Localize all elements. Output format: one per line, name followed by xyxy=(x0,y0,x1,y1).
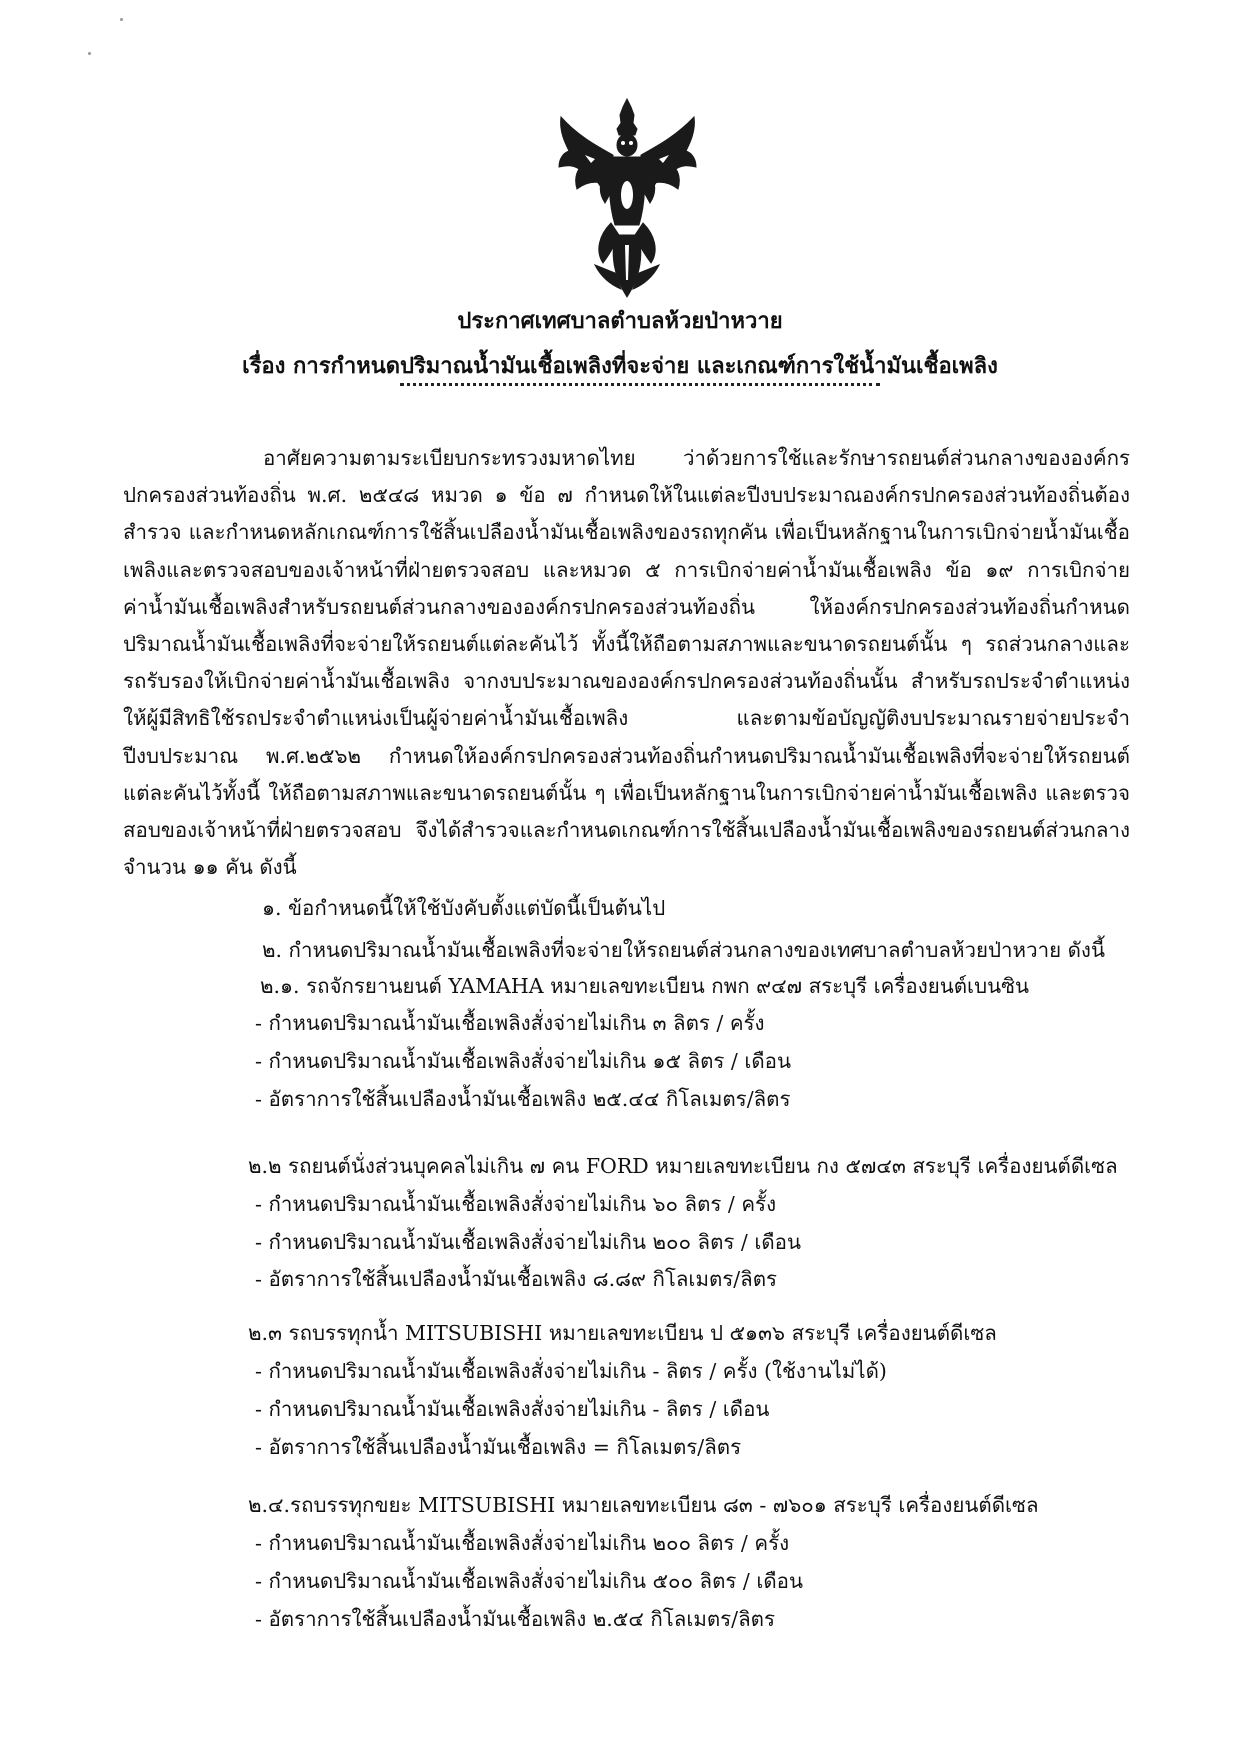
vehicle-item: - กำหนดปริมาณน้ำมันเชื้อเพลิงสั่งจ่ายไม่เกิน - ลิตร / ครั้ง (ใช้งานไม่ได้) xyxy=(255,1359,887,1383)
scan-speck xyxy=(120,18,123,21)
vehicle-heading: ๒.๓ รถบรรทุกน้ำ MITSUBISHI หมายเลขทะเบียน ป ๕๑๓๖ สระบุรี เครื่องยนต์ดีเซล xyxy=(248,1321,997,1345)
scan-speck xyxy=(88,52,91,55)
vehicle-item: - กำหนดปริมาณน้ำมันเชื้อเพลิงสั่งจ่ายไม่เกิน - ลิตร / เดือน xyxy=(255,1397,770,1421)
vehicle-item: - อัตราการใช้สิ้นเปลืองน้ำมันเชื้อเพลิง ๘.๘๙ กิโลเมตร/ลิตร xyxy=(255,1267,778,1291)
vehicle-heading: ๒.๔.รถบรรทุกขยะ MITSUBISHI หมายเลขทะเบียน ๘๓ - ๗๖๐๑ สระบุรี เครื่องยนต์ดีเซล xyxy=(248,1493,1039,1517)
vehicle-item: - กำหนดปริมาณน้ำมันเชื้อเพลิงสั่งจ่ายไม่เกิน ๒๐๐ ลิตร / ครั้ง xyxy=(255,1531,790,1555)
document-subject: เรื่อง การกำหนดปริมาณน้ำมันเชื้อเพลิงที่จะจ่าย และเกณฑ์การใช้น้ำมันเชื้อเพลิง xyxy=(242,353,998,379)
clause-1: ๑. ข้อกำหนดนี้ให้ใช้บังคับตั้งแต่บัดนี้เป็นต้นไป xyxy=(262,896,666,920)
title-divider xyxy=(400,383,880,386)
vehicle-item: - อัตราการใช้สิ้นเปลืองน้ำมันเชื้อเพลิง = กิโลเมตร/ลิตร xyxy=(255,1435,742,1459)
intro-paragraph: อาศัยความตามระเบียบกระทรวงมหาดไทย ว่าด้วยการใช้และรักษารถยนต์ส่วนกลางขององค์กรปกครองส่วนท้องถิ่น พ.ศ. ๒๕๔๘ หมวด ๑ ข้อ ๗ กำหนดให้ในแต่ละปีงบประมาณองค์กรปกครองส่วนท้องถิ่นต้องสำรวจ และกำหนดหลักเกณฑ์การใช้สิ้นเปลืองน้ำมันเชื้อเพลิงของรถทุกคัน เพื่อเป็นหลักฐานในการเบิกจ่ายน้ำมันเชื้อเพลิงและตรวจสอบของเจ้าหน้าที่ฝ่ายตรวจสอบ และหมวด ๕ การเบิกจ่ายค่าน้ำมันเชื้อเพลิง ข้อ ๑๙ การเบิกจ่ายค่าน้ำมันเชื้อเพลิงสำหรับรถยนต์ส่วนกลางขององค์กรปกครองส่วนท้องถิ่น ให้องค์กรปกครองส่วนท้องถิ่นกำหนดปริมาณน้ำมันเชื้อเพลิงที่จะจ่ายให้รถยนต์แต่ละคันไว้ ทั้งนี้ให้ถือตามสภาพและขนาดรถยนต์นั้น ๆ รถส่วนกลางและรถรับรองให้เบิกจ่ายค่าน้ำมันเชื้อเพลิง จากงบประมาณขององค์กรปกครองส่วนท้องถิ่นนั้น สำหรับรถประจำตำแหน่ง ให้ผู้มีสิทธิใช้รถประจำตำแหน่งเป็นผู้จ่ายค่าน้ำมันเชื้อเพลิง และตามข้อบัญญัติงบประมาณรายจ่ายประจำปีงบประมาณ พ.ศ.๒๕๖๒ กำหนดให้องค์กรปกครองส่วนท้องถิ่นกำหนดปริมาณน้ำมันเชื้อเพลิงที่จะจ่ายให้รถยนต์แต่ละคันไว้ทั้งนี้ ให้ถือตามสภาพและขนาดรถยนต์นั้น ๆ เพื่อเป็นหลักฐานในการเบิกจ่ายค่าน้ำมันเชื้อเพลิง และตรวจสอบของเจ้าหน้าที่ฝ่ายตรวจสอบ จึงได้สำรวจและกำหนดเกณฑ์การใช้สิ้นเปลืองน้ำมันเชื้อเพลิงของรถยนต์ส่วนกลาง จำนวน ๑๑ คัน ดังนี้ xyxy=(123,446,1130,880)
garuda-emblem-icon xyxy=(555,95,700,305)
vehicle-item: - อัตราการใช้สิ้นเปลืองน้ำมันเชื้อเพลิง ๒.๕๔ กิโลเมตร/ลิตร xyxy=(255,1607,775,1631)
clause-2: ๒. กำหนดปริมาณน้ำมันเชื้อเพลิงที่จะจ่ายให้รถยนต์ส่วนกลางของเทศบาลตำบลห้วยป่าหวาย ดังนี้ xyxy=(262,938,1105,962)
vehicle-item: - กำหนดปริมาณน้ำมันเชื้อเพลิงสั่งจ่ายไม่เกิน ๖๐ ลิตร / ครั้ง xyxy=(255,1192,777,1216)
vehicle-item: - กำหนดปริมาณน้ำมันเชื้อเพลิงสั่งจ่ายไม่เกิน ๑๕ ลิตร / เดือน xyxy=(255,1049,791,1073)
document-title: ประกาศเทศบาลตำบลห้วยป่าหวาย xyxy=(457,308,783,334)
vehicle-heading: ๒.๒ รถยนต์นั่งส่วนบุคคลไม่เกิน ๗ คน FORD หมายเลขทะเบียน กง ๕๗๔๓ สระบุรี เครื่องยนต์ดีเซล xyxy=(248,1154,1118,1178)
vehicle-item: - กำหนดปริมาณน้ำมันเชื้อเพลิงสั่งจ่ายไม่เกิน ๒๐๐ ลิตร / เดือน xyxy=(255,1230,802,1254)
vehicle-item: - กำหนดปริมาณน้ำมันเชื้อเพลิงสั่งจ่ายไม่เกิน ๓ ลิตร / ครั้ง xyxy=(255,1011,765,1035)
vehicle-heading: ๒.๑. รถจักรยานยนต์ YAMAHA หมายเลขทะเบียน กพก ๙๔๗ สระบุรี เครื่องยนต์เบนซิน xyxy=(260,974,1030,998)
vehicle-item: - อัตราการใช้สิ้นเปลืองน้ำมันเชื้อเพลิง ๒๕.๔๔ กิโลเมตร/ลิตร xyxy=(255,1087,791,1111)
vehicle-item: - กำหนดปริมาณน้ำมันเชื้อเพลิงสั่งจ่ายไม่เกิน ๕๐๐ ลิตร / เดือน xyxy=(255,1569,804,1593)
